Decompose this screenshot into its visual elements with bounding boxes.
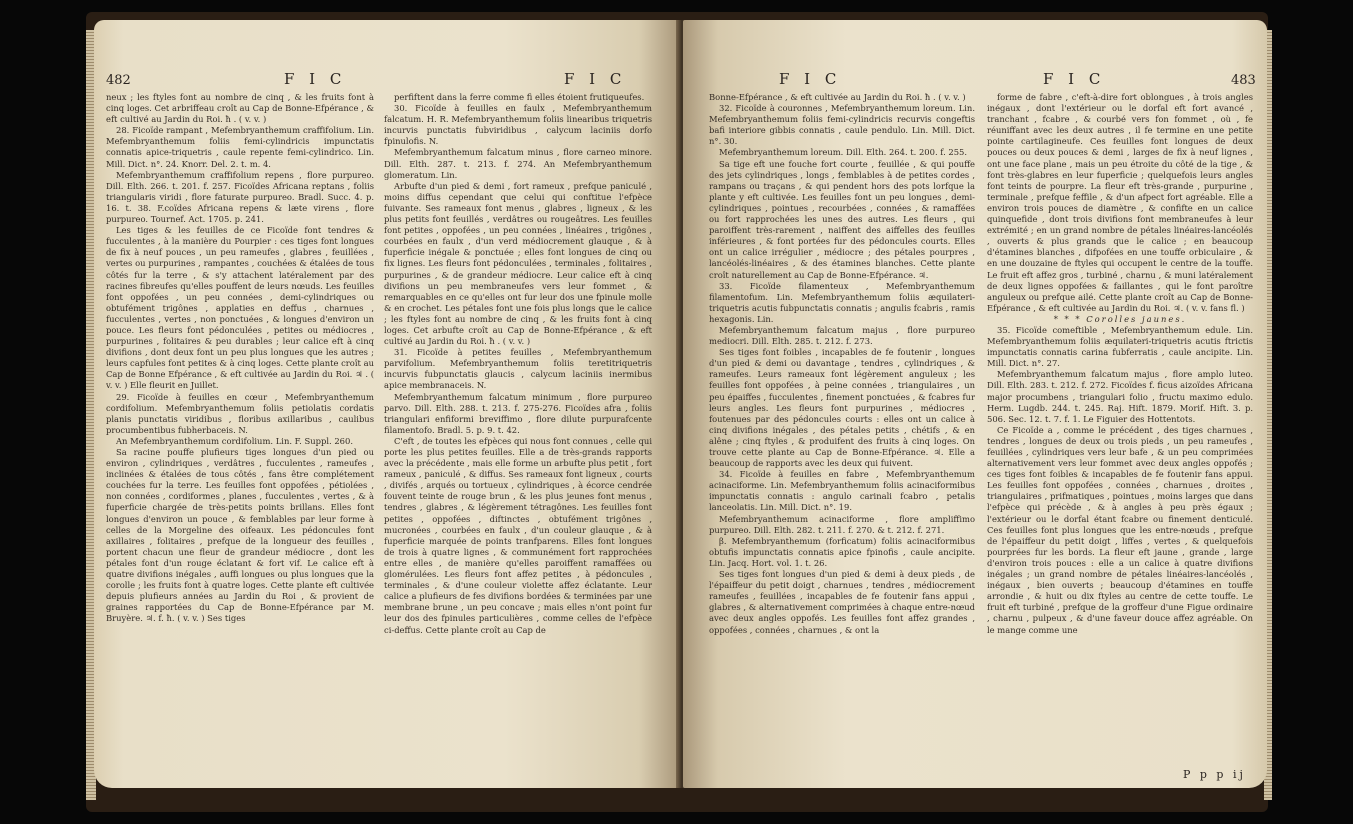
paragraph: Ses tiges font longues d'un pied & demi à deux pieds , de l'épaiffeur du petit doigt , charnues , tendres , médiocrement rameufes , feuillées , incapables de fe foutenir fans appui , glabres , & alternativement comprimées à chaque entre-nœud avec deux angles oppofés. Les feuilles font affez grandes , oppofées , connées , charnues , & ont la: [709, 569, 975, 635]
paragraph: Mefembryanthemum acinaciforme , flore ampliffimo purpureo. Dill. Elth. 282. t. 211. f. 270. & t. 212. f. 271.: [709, 513, 975, 535]
signature-mark: P p p ij: [1183, 768, 1246, 781]
paragraph: Mefembryanthemum falcatum minimum , flore purpureo parvo. Dill. Elth. 288. t. 213. f. 275-276. Ficoïdes afra , foliis triangulari enfiformi breviffimo , flore dilute purpurafcente filamentofo. Bradl. 5. p. 9. t. 42.: [384, 391, 652, 435]
right-column-1: [709, 92, 975, 782]
paragraph: Les tiges & les feuilles de ce Ficoïde font tendres & fucculentes , à la manière du Pourpier : ces tiges font longues de fix à neuf pouces , un peu rameufes , glabres , feuillées , vertes ou purpurines , rampantes , couchées & étalées de tous côtés fur la terre , & s'y attachent latéralement par des racines fibreufes qu'elles pouffent de leurs nœuds. Les feuilles font oppofées , un peu connées , demi-cylindriques ou obtufément trigônes , applaties en deffus , charnues , fucculentes , vertes , non ponctuées , & longues d'environ un pouce. Les fleurs font pédonculées , petites ou médiocres , purpurines , folitaires & peu durables ; leur calice eft à cinq divifions , dont deux font un peu plus longues que les autres ; leurs capfules font petites & à cinq loges. Cette plante croît au Cap de Bonne Efpérance , & eft cultivée au Jardin du Roi. ♃ . ( v. v. ) Elle fleurit en Juillet.: [106, 225, 374, 391]
right-page-number: 483: [1231, 73, 1256, 88]
left-page: [94, 20, 680, 788]
paragraph: Bonne-Efpérance , & eft cultivée au Jardin du Roi. ħ . ( v. v. ): [709, 92, 966, 102]
right-running-head-left: F I C: [779, 70, 842, 88]
paragraph: An Mefembryanthemum cordifolium. Lin. F. Suppl. 260.: [116, 435, 353, 446]
paragraph: Mefembryanthemum falcatum majus , flore amplo luteo. Dill. Elth. 283. t. 212. f. 272. Ficoïdes f. ficus aizoïdes Africana major procumbens , triangulari folio , fructu maximo edulo. Herm. Lugdb. 244. t. 245. Raj. Hift. 1879. Morif. Hift. 3. p. 506. Sec. 12. t. 7. f. 1. Le Figuier des Hottentots.: [987, 369, 1253, 424]
paragraph: Mefembryanthemum falcatum minus , flore carneo minore. Dill. Elth. 287. t. 213. f. 274. An Mefembryanthemum glomeratum. Lin.: [384, 147, 652, 180]
paragraph: 35. Ficoïde comeftible , Mefembryanthemum edule. Lin. Mefembryanthemum foliis æquilateri-triquetris acutis ftrictis impunctatis connatis carina fubferratis , caule ancipite. Lin. Mill. Dict. n°. 27.: [987, 324, 1253, 369]
paragraph: forme de fabre , c'eft-à-dire fort oblongues , à trois angles inégaux , dont l'extérieur ou le dorfal eft fort avancé , tranchant , fcabre , & courbé vers fon fommet , où , fe réuniffant avec les deux autres , il fe termine en une petite pointe cartilagineufe. Ces feuilles font longues de deux pouces ou deux pouces & demi , larges de fix à neuf lignes , ont une face plane , mais un peu étroite du côté de la tige , & font très-glabres en leur fuperficie ; quelquefois leurs angles font teints de pourpre. La fleur eft très-grande , purpurine , terminale , prefque feffile , & d'un afpect fort agréable. Elle a environ trois pouces de diamètre , & confifte en un calice quinquefide , dont trois divifions font membraneufes à leur extrémité ; en un grand nombre de pétales linéaires-lancéolés , ouverts & plus grands que le calice ; en beaucoup d'étamines blanches , difpofées en une touffe orbiculaire , & en une douzaine de ftyles qui occupent le centre de la touffe. Le fruit eft affez gros , turbiné , charnu , & muni latéralement de deux lignes oppofées & faillantes , qui le font paroître anguleux ou prefque ailé. Cette plante croît au Cap de Bonne-Efpérance , & eft cultivée au Jardin du Roi. ♃. ( v. v. fans fl. ): [987, 92, 1253, 313]
left-running-head-right: F I C: [564, 70, 627, 88]
paragraph: Ses tiges font foibles , incapables de fe foutenir , longues d'un pied & demi ou davantage , tendres , cylindriques , & rameufes. Leurs rameaux font légèrement anguleux ; les feuilles font oppofées , à peine connées , triangulaires , un peu épaiffes , fucculentes , finement ponctuées , & fcabres fur leurs angles. Les fleurs font purpurines , médiocres , foutenues par des pédoncules courts : elles ont un calice à cinq divifions inégales , des pétales petits , chétifs , & en alêne ; cinq ftyles , & produifent des fruits à cinq loges. On trouve cette plante au Cap de Bonne-Efpérance. ♃. Elle a beaucoup de rapports avec les deux qui fuivent.: [709, 347, 975, 469]
right-page: [683, 20, 1267, 788]
left-column-2: [384, 92, 652, 782]
paragraph: Ce Ficoïde a , comme le précédent , des tiges charnues , tendres , longues de deux ou trois pieds , un peu rameufes , feuillées , cylindriques vers leur bafe , & un peu comprimées alternativement vers leur fommet avec deux angles oppofés ; ces tiges font foibles & incapables de fe foutenir fans appui. Les feuilles font oppofées , connées , charnues , droites , triangulaires , prifmatiques , pointues , moins larges que dans l'efpèce qui précède , & à angles à peu près égaux ; l'extérieur ou le dorfal étant fcabre ou finement denticulé. Ces feuilles font plus longues que les entre-nœuds , prefque de l'épaiffeur du petit doigt , liffes , vertes , & quelquefois pourprées fur les bords. La fleur eft jaune , grande , large d'environ trois pouces : elle a un calice à quatre divifions inégales ; un grand nombre de pétales linéaires-lancéolés , inégaux , bien ouverts ; beaucoup d'étamines en touffe arrondie , & huit ou dix ftyles au centre de cette touffe. Le fruit eft turbiné , prefque de la groffeur d'une Figue ordinaire , charnu , pulpeux , & d'une faveur douce affez agréable. On le mange comme une: [987, 424, 1253, 635]
paragraph: C'eft , de toutes les efpèces qui nous font connues , celle qui porte les plus petites feuilles. Elle a de très-grands rapports avec la précédente , mais elle forme un arbufte plus petit , fort rameux , paniculé , & diffus. Ses rameaux font ligneux , courts , divifés , arqués ou tortueux , cylindriques , à écorce cendrée fouvent teinte de rouge brun , & les plus jeunes font menus , tendres , glabres , & légèrement tétragônes. Les feuilles font petites , oppofées , diftinctes , obtufément trigônes , mucronées , courbées en faulx , d'un couleur glauque , & à fuperficie marquée de points tranfparens. Elles font longues de trois à quatre lignes , & communément fort rapprochées entre elles , de manière qu'elles paroiffent ramaffées ou glomérulées. Les fleurs font affez petites , à pédoncules , terminales , & d'une couleur violette affez éclatante. Leur calice a plufieurs de fes divifions bordées & terminées par une membrane brune , un peu concave ; mais elles n'ont point fur leur dos des fpinules particulières , comme celles de l'efpèce ci-deffus. Cette plante croît au Cap de: [384, 435, 652, 635]
paragraph: * * * Corolles jaunes.: [1053, 313, 1187, 324]
paragraph: Sa tige eft une fouche fort courte , feuillée , & qui pouffe des jets cylindriques , longs , femblables à de petites cordes , rampans ou traçans , & qui pendent hors des pots lorfque la plante y eft cultivée. Les feuilles font un peu longues , demi-cylindriques , pointues , recourbées , connées , & ramaffées ou fort rapprochées les unes des autres. Les fleurs , qui paroiffent très-rarement , naiffent des aiffelles des feuilles inférieures , & font portées fur des pédoncules courts. Elles ont un calice irrégulier , médiocre ; des pétales pourpres , lancéolés-linéaires , & des étamines blanches. Cette plante croît naturellement au Cap de Bonne-Efpérance. ♃.: [709, 158, 975, 280]
left-page-number: 482: [106, 73, 131, 88]
paragraph: 33. Ficoïde filamenteux , Mefembryanthemum filamentofum. Lin. Mefembryanthemum foliis æquilateri-triquetris acutis fubpunctatis connatis ; angulis fcabris , ramis hexagonis. Lin.: [709, 280, 975, 324]
paragraph: 30. Ficoïde à feuilles en faulx , Mefembryanthemum falcatum. H. R. Mefembryanthemum foliis linearibus triquetris incurvis punctatis fubviridibus , calycum laciniis dorfo fpinulofis. N.: [384, 103, 652, 147]
paragraph: β. Mefembryanthemum (forficatum) foliis acinaciformibus obtufis impunctatis connatis apice fpinofis , caule ancipite. Lin. Jacq. Hort. vol. 1. t. 26.: [709, 535, 975, 568]
paragraph: 34. Ficoïde à feuilles en fabre , Mefembryanthemum acinaciforme. Lin. Mefembryanthemum foliis acinaciformibus impunctatis connatis : angulo carinali fcabro , petalis lanceolatis. Lin. Mill. Dict. n°. 19.: [709, 469, 975, 513]
left-running-head: F I C: [284, 70, 347, 88]
right-column-2: [987, 92, 1253, 768]
paragraph: Arbufte d'un pied & demi , fort rameux , prefque paniculé , moins diffus cependant que celui qui conftitue l'efpèce fuivante. Ses rameaux font menus , glabres , ligneux , & les plus petits font feuillés , verdâtres ou rougeâtres. Les feuilles font petites , oppofées , un peu connées , linéaires , trigônes , courbées en faulx , d'un verd médiocrement glauque , & à fuperficie inégale & ponctuée ; elles font longues de cinq ou fix lignes. Les fleurs font pédonculées , terminales , folitaires , purpurines , & de grandeur médiocre. Leur calice eft à cinq divifions un peu membraneufes vers leur fommet , & remarquables en ce qu'elles ont fur leur dos une fpinule molle & en crochet. Les pétales font une fois plus longs que le calice ; les ftyles font au nombre de cinq , & les fruits font à cinq loges. Cet arbufte croît au Cap de Bonne-Efpérance , & eft cultivé au Jardin du Roi. ħ . ( v. v. ): [384, 180, 652, 347]
paragraph: Sa racine pouffe plufieurs tiges longues d'un pied ou environ , cylindriques , verdâtres , fucculentes , rameufes , inclinées & étalées de tous côtés , fans être complétement couchées fur la terre. Les feuilles font oppofées , pétiolées , non connées , cordiformes , planes , fucculentes , vertes , & à fuperficie chargée de très-petits points brillans. Elles font longues d'environ un pouce , & femblables par leur forme à celles de la Morgeline des oifeaux. Les pédoncules font axillaires , folitaires , prefque de la longueur des feuilles , portent chacun une fleur de grandeur médiocre , dont les pétales font d'un rouge éclatant & fort vif. Le calice eft à quatre divifions inégales , auffi longues ou plus longues que la corolle ; les fruits font à quatre loges. Cette plante eft cultivée depuis plufieurs années au Jardin du Roi , & provient de graines rapportées du Cap de Bonne-Efpérance par M. Bruyère. ♃. f. ħ. ( v. v. ) Ses tiges: [106, 447, 374, 624]
right-running-head: F I C: [1043, 70, 1106, 88]
paragraph: Mefembryanthemum craffifolium repens , flore purpureo. Dill. Elth. 266. t. 201. f. 257. Ficoïdes Africana reptans , foliis triangularis viridi , flore faturate purpureo. Bradl. Succ. 4. p. 16. t. 38. F.coïdes Africana repens & læte virens , flore purpureo. Tournef. Act. 1705. p. 241.: [106, 169, 374, 225]
paragraph: neux ; les ftyles font au nombre de cinq , & les fruits font à cinq loges. Cet arbriffeau croît au Cap de Bonne-Efpérance , & eft cultivé au Jardin du Roi. ħ . ( v. v. ): [106, 92, 374, 125]
left-column-1: [106, 92, 374, 782]
paragraph: 28. Ficoïde rampant , Mefembryanthemum craffifolium. Lin. Mefembryanthemum foliis femi-cylindricis impunctatis connatis apice-triquetris , caule repente femi-cylindrico. Lin. Mill. Dict. n°. 24. Knorr. Del. 2. t. m. 4.: [106, 125, 374, 169]
paragraph: Mefembryanthemum falcatum majus , flore purpureo mediocri. Dill. Elth. 285. t. 212. f. 273.: [709, 324, 975, 347]
paragraph: 31. Ficoïde à petites feuilles , Mefembryanthemum parvifolium. Mefembryanthemum foliis teretitriquetris incurvis fubpunctatis glaucis , calycum laciniis inermibus apice membranaceis. N.: [384, 347, 652, 391]
paragraph: 29. Ficoïde à feuilles en cœur , Mefembryanthemum cordifolium. Mefembryanthemum foliis petiolatis cordatis planis punctatis viridibus , floribus axillaribus , caulibus procumbentibus fubherbaceis. N.: [106, 391, 374, 435]
paragraph: Mefembryanthemum loreum. Dill. Elth. 264. t. 200. f. 255.: [719, 147, 968, 158]
paragraph: 32. Ficoïde à couronnes , Mefembryanthemum loreum. Lin. Mefembryanthemum foliis femi-cylindricis recurvis congeftis bafi interiore gibbis connatis , caule pendulo. Lin. Mill. Dict. n°. 30.: [709, 103, 975, 147]
paragraph: perfiftent dans la ferre comme fi elles étoient frutiqueufes.: [394, 92, 645, 102]
